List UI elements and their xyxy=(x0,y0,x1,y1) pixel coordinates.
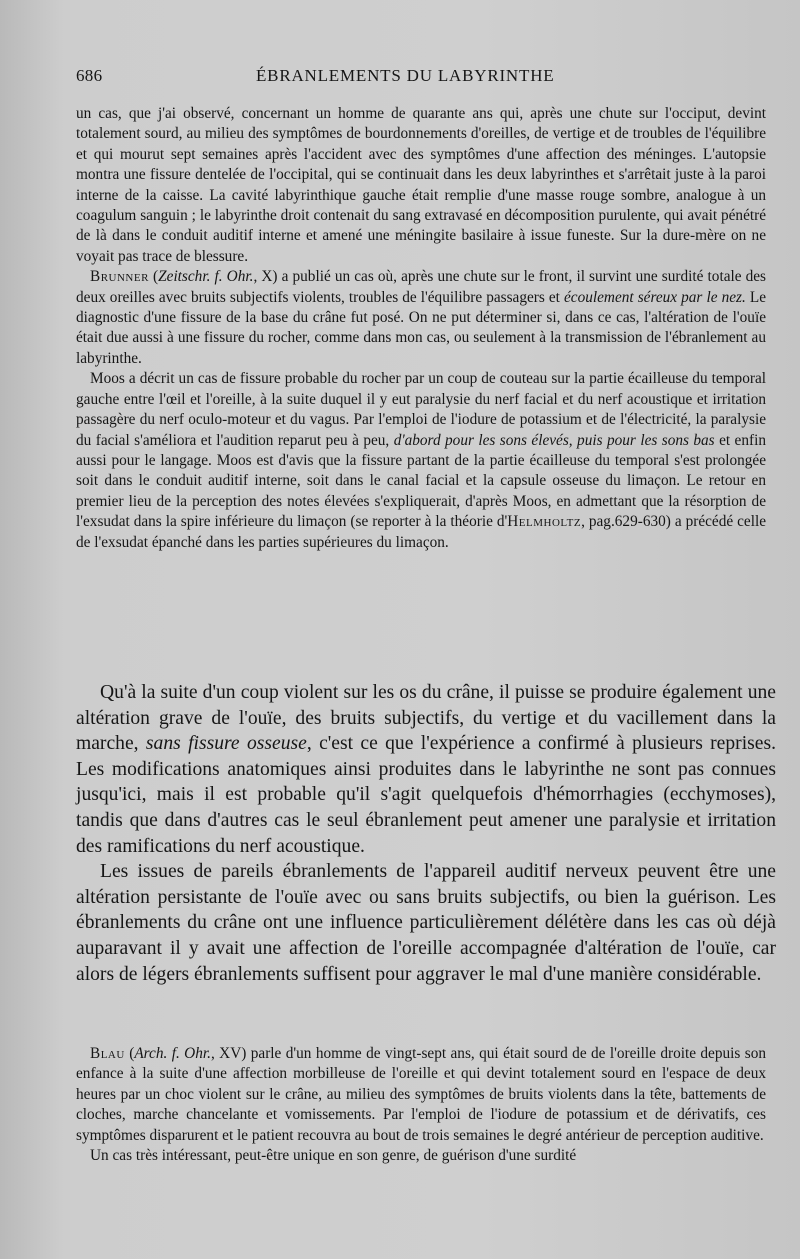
paragraph-blau: Blau (Arch. f. Ohr., XV) parle d'un homme de vingt-sept ans, qui était sourd de de l'oreille droite depuis son enfance à la suite d'une affection morbilleuse de l'oreille et qui devint totalement sourd en l'espace de deux heures par un choc violent sur le crâne, au milieu des symptômes de bruits violents dans la tête, battements de cloches, marche chancelante et vomissements. Par l'emploi de l'iodure de potassium et de dérivatifs, ces symptômes disparurent et le patient recouvra au bout de trois semaines le degré antérieur de perception auditive. xyxy=(76,1045,766,1144)
italic-phrase-sons: d'abord pour les sons élevés, puis pour les sons bas xyxy=(393,431,715,449)
author-brunner: Brunner xyxy=(90,268,149,286)
paragraph-brunner: Brunner (Zeitschr. f. Ohr., X) a publié un cas où, après une chute sur le front, il survint une surdité totale des deux oreilles avec bruits subjectifs violents, troubles de l'équilibre passagers et écoulement séreux par le nez. Le diagnostic d'une fissure de la base du crâne fut posé. On ne put déterminer si, dans ce cas, l'altération de l'ouïe était due aussi à une fissure du rocher, comme dans mon cas, ou seulement à la transmission de l'ébranlement au labyrinthe. xyxy=(76,268,767,367)
running-title: ÉBRANLEMENTS DU LABYRINTHE xyxy=(256,66,555,85)
paragraph-coup-violent: Qu'à la suite d'un coup violent sur les os du crâne, il puisse se produire également une altération grave de l'ouïe, des bruits subjectifs, du vertige et du vacillement dans la marche, sans fissure osseuse, c'est ce que l'expérience a confirmé à plusieurs reprises. Les modifications anatomiques ainsi produites dans le labyrinthe ne sont pas connues jusqu'ici, mais il est probable qu'il s'agit quelquefois d'hémorrhagies (ecchymoses), tandis que dans d'autres cas le seul ébranlement peut amener une paralysie et irritation des ramifications du nerf acoustique. xyxy=(76,682,776,857)
author-helmholtz: Helmholtz xyxy=(507,513,582,531)
citation-zeitschr: Zeitschr. f. Ohr. xyxy=(158,268,254,286)
paragraph-moos: Moos a décrit un cas de fissure probable du rocher par un coup de couteau sur la partie écailleuse du temporal gauche entre l'œil et l'oreille, à la suite duquel il y eut paralysie du nerf facial et du nerf acoustique et irritation passagère du nerf oculo-moteur et du vagus. Par l'emploi de l'iodure de potassium et de l'électricité, la paralysie du facial s'améliora et l'audition reparut peu à peu, d'abord pour les sons élevés, puis pour les sons bas et enfin aussi pour le langage. Moos est d'avis que la fissure partant de la partie écailleuse du temporal s'est prolongée soit dans le conduit auditif interne, soit dans le canal facial et la capsule osseuse du limaçon. Le retour en premier lieu de la perception des notes élevées s'expliquerait, d'après Moos, en admettant que la résorption de l'exsudat dans la spire inférieure du limaçon (se reporter à la théorie d'Helmholtz, pag.629-630) a précédé celle de l'exsudat épanché dans les parties supérieures du limaçon. xyxy=(76,370,766,551)
page-header xyxy=(76,66,766,88)
author-blau: Blau xyxy=(90,1045,125,1062)
citation-arch: Arch. f. Ohr. xyxy=(134,1045,211,1062)
italic-phrase-sans-fissure: sans fissure osseuse xyxy=(145,733,307,755)
small-print-block-top xyxy=(76,104,766,553)
main-text-block xyxy=(76,680,776,987)
paragraph-autopsy-case: un cas, que j'ai observé, concernant un homme de quarante ans qui, après une chute sur l'occiput, devint totalement sourd, au milieu des symptômes de bourdonnements d'oreilles, de vertige et de troubles de l'équilibre et qui mourut sept semaines après l'accident avec des symptômes d'une affection des méninges. L'autopsie montra une fissure dentelée de l'occipital, qui se continuait dans les deux labyrinthes et s'arrêtait juste à la paroi interne de la caisse. La cavité labyrinthique gauche était remplie d'une masse rouge sombre, analogue à un coagulum sanguin ; le labyrinthe droit contenait du sang extravasé en décomposition purulente, qui avait pénétré de là dans le conduit auditif interne et amené une méningite basilaire à issue funeste. Sur la dure-mère on ne voyait pas trace de blessure. xyxy=(76,105,766,265)
italic-phrase-ecoulement: écoulement séreux par le nez. xyxy=(564,288,746,306)
paragraph-cas-interessant: Un cas très intéressant, peut-être unique en son genre, de guérison d'une surdité xyxy=(90,1147,577,1165)
page-number: 686 xyxy=(76,66,103,85)
paragraph-issues: Les issues de pareils ébranlements de l'appareil auditif nerveux peuvent être une altération persistante de l'ouïe avec ou sans bruits subjectifs, ou bien la guérison. Les ébranlements du crâne ont une influence particulièrement délétère dans les cas où déjà auparavant il y avait une affection de l'oreille accompagnée d'altération de l'ouïe, car alors de légers ébranlements suffisent pour aggraver le mal d'une manière considérable. xyxy=(76,861,776,985)
small-print-block-bottom xyxy=(76,1044,766,1166)
